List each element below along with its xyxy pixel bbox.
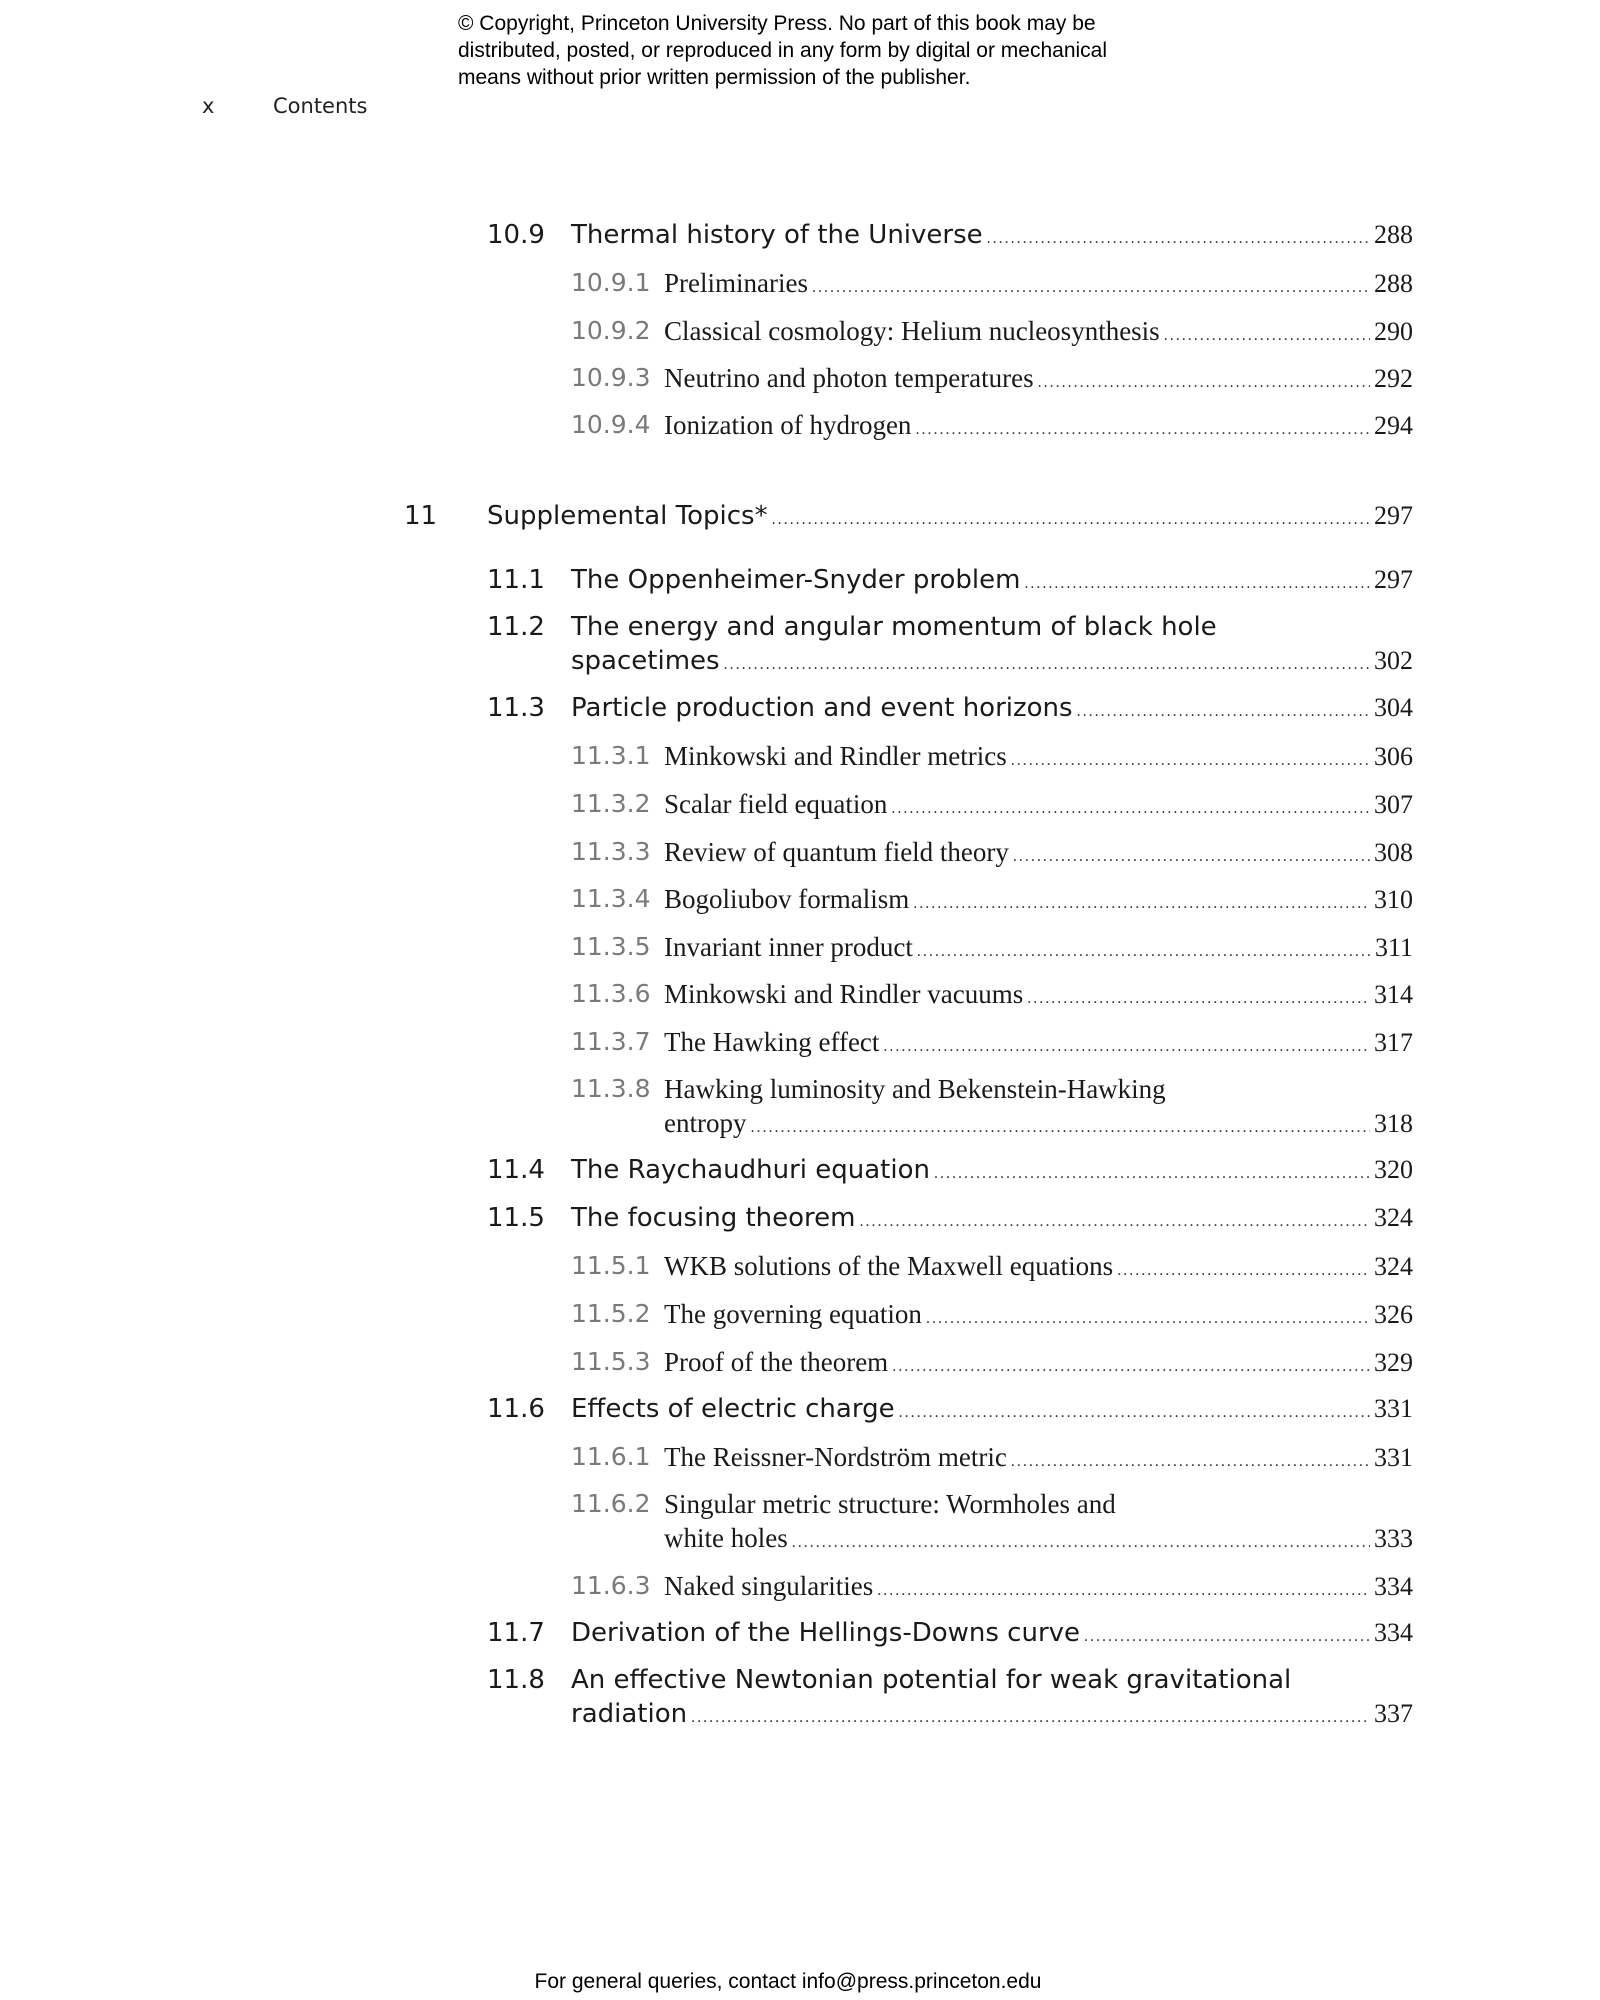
toc-entry-page: 331 bbox=[1374, 1443, 1413, 1472]
copyright-line: © Copyright, Princeton University Press. No part of this book may be bbox=[458, 12, 1096, 35]
copyright-notice bbox=[458, 10, 1218, 91]
dot-leader bbox=[987, 230, 1370, 248]
toc-entry-title-line: An effective Newtonian potential for weak gravitational bbox=[571, 1665, 1292, 1695]
toc-entry-page: 324 bbox=[1374, 1252, 1413, 1281]
toc-entry-title-line: The energy and angular momentum of black hole bbox=[571, 612, 1217, 642]
toc-entry-title-line: Hawking luminosity and Bekenstein-Hawking bbox=[664, 1074, 1166, 1104]
dot-leader bbox=[812, 279, 1370, 297]
toc-entry-number: 11.4 bbox=[487, 1155, 545, 1185]
toc-entry-page: 334 bbox=[1374, 1572, 1413, 1601]
toc-entry-page: 294 bbox=[1374, 411, 1413, 440]
dot-leader bbox=[724, 656, 1370, 674]
toc-entry-title: radiation bbox=[571, 1699, 688, 1729]
toc-entry-page: 311 bbox=[1374, 933, 1413, 962]
footer-contact: For general queries, contact info@press.princeton.edu bbox=[534, 1970, 1042, 1993]
toc-entry-number: 11.7 bbox=[487, 1618, 545, 1648]
toc-entry-title: Thermal history of the Universe bbox=[571, 220, 983, 250]
dot-leader bbox=[750, 1119, 1370, 1137]
toc-entry-title: Scalar field equation bbox=[664, 789, 888, 819]
toc-entry-title: The focusing theorem bbox=[571, 1203, 856, 1233]
page-number: x bbox=[202, 94, 215, 118]
dot-leader bbox=[877, 1582, 1370, 1600]
toc-entry-title: The Reissner-Nordström metric bbox=[664, 1442, 1007, 1472]
toc-entry-number: 10.9.1 bbox=[571, 268, 651, 297]
dot-leader bbox=[1084, 1628, 1370, 1646]
toc-entry-title: Particle production and event horizons bbox=[571, 693, 1073, 723]
toc-entry-number: 11.3.5 bbox=[571, 932, 651, 961]
dot-leader bbox=[1164, 327, 1370, 345]
toc-entry-title: Proof of the theorem bbox=[664, 1347, 889, 1377]
toc-entry-page: 288 bbox=[1374, 220, 1413, 249]
footer bbox=[0, 1970, 1600, 1994]
toc-entry-page: 326 bbox=[1374, 1300, 1413, 1329]
dot-leader bbox=[860, 1213, 1371, 1231]
toc-entry-page: 320 bbox=[1374, 1155, 1413, 1184]
dot-leader bbox=[892, 1358, 1370, 1376]
toc-entry-number: 11.3.7 bbox=[571, 1027, 651, 1056]
toc-entry-number: 11.6.3 bbox=[571, 1571, 651, 1600]
toc-entry-page: 314 bbox=[1374, 980, 1413, 1009]
dot-leader bbox=[792, 1534, 1370, 1552]
dot-leader bbox=[899, 1404, 1370, 1422]
dot-leader bbox=[691, 1709, 1370, 1727]
dot-leader bbox=[883, 1038, 1370, 1056]
toc-entry-number: 11.3 bbox=[487, 693, 545, 723]
toc-entry-title: Neutrino and photon temperatures bbox=[664, 363, 1034, 393]
toc-entry-number: 11.6 bbox=[487, 1394, 545, 1424]
toc-entry-page: 318 bbox=[1374, 1109, 1413, 1138]
toc-entry-title: white holes bbox=[664, 1523, 788, 1553]
toc-entry-title: Ionization of hydrogen bbox=[664, 410, 912, 440]
toc-entry-title: Minkowski and Rindler vacuums bbox=[664, 979, 1024, 1009]
toc-entry-page: 304 bbox=[1374, 693, 1413, 722]
toc-entry-number: 11.6.2 bbox=[571, 1489, 651, 1518]
dot-leader bbox=[926, 1310, 1370, 1328]
toc-entry-page: 290 bbox=[1374, 317, 1413, 346]
dot-leader bbox=[1013, 848, 1370, 866]
toc-entry-page: 317 bbox=[1374, 1028, 1413, 1057]
dot-leader bbox=[1038, 374, 1370, 392]
toc-entry-number: 11.6.1 bbox=[571, 1442, 651, 1471]
toc-entry-title: Naked singularities bbox=[664, 1571, 874, 1601]
toc-entry-page: 337 bbox=[1374, 1699, 1413, 1728]
toc-entry-title: The governing equation bbox=[664, 1299, 922, 1329]
toc-entry-title: The Oppenheimer-Snyder problem bbox=[571, 565, 1021, 595]
toc-entry-page: 297 bbox=[1374, 501, 1413, 530]
toc-entry-page: 307 bbox=[1374, 790, 1413, 819]
dot-leader bbox=[1011, 752, 1370, 770]
dot-leader bbox=[1077, 703, 1370, 721]
dot-leader bbox=[934, 1165, 1370, 1183]
toc-entry-page: 288 bbox=[1374, 269, 1413, 298]
toc-entry-number: 11.3.1 bbox=[571, 741, 651, 770]
toc-entry-title: The Raychaudhuri equation bbox=[571, 1155, 930, 1185]
toc-entry-number: 11.2 bbox=[487, 612, 545, 642]
toc-entry-page: 334 bbox=[1374, 1618, 1413, 1647]
dot-leader bbox=[1024, 575, 1370, 593]
toc-entry-page: 310 bbox=[1374, 885, 1413, 914]
toc-entry-number: 11.5 bbox=[487, 1203, 545, 1233]
dot-leader bbox=[915, 421, 1370, 439]
dot-leader bbox=[1011, 1453, 1370, 1471]
toc-entry-title: Bogoliubov formalism bbox=[664, 884, 910, 914]
toc-entry-title: Effects of electric charge bbox=[571, 1394, 895, 1424]
toc-entry-number: 11.3.6 bbox=[571, 979, 651, 1008]
toc-entry-page: 302 bbox=[1374, 646, 1413, 675]
toc-entry-number: 11.5.2 bbox=[571, 1299, 651, 1328]
toc-entry-number: 10.9 bbox=[487, 220, 545, 250]
toc-entry-number: 11.3.3 bbox=[571, 837, 651, 866]
toc-entry-number: 10.9.3 bbox=[571, 363, 651, 392]
toc-entry-title: Supplemental Topics* bbox=[487, 501, 768, 531]
toc-entry-number: 11 bbox=[404, 501, 438, 531]
toc-entry-number: 11.1 bbox=[487, 565, 545, 595]
toc-entry-title: Invariant inner product bbox=[664, 932, 913, 962]
toc-entry-number: 11.3.2 bbox=[571, 789, 651, 818]
copyright-line: means without prior written permission of the publisher. bbox=[458, 66, 971, 89]
dot-leader bbox=[917, 943, 1371, 961]
toc-entry-number: 11.5.3 bbox=[571, 1347, 651, 1376]
copyright-line: distributed, posted, or reproduced in any form by digital or mechanical bbox=[458, 39, 1108, 62]
toc-entry-title: The Hawking effect bbox=[664, 1027, 880, 1057]
toc-entry-title: Preliminaries bbox=[664, 268, 808, 298]
toc-entry-number: 11.3.8 bbox=[571, 1074, 651, 1103]
toc-entry-number: 11.3.4 bbox=[571, 884, 651, 913]
toc-entry-page: 292 bbox=[1374, 364, 1413, 393]
toc-entry-number: 10.9.4 bbox=[571, 410, 651, 439]
toc-entry-title: Derivation of the Hellings-Downs curve bbox=[571, 1618, 1081, 1648]
dot-leader bbox=[891, 800, 1370, 818]
toc-entry-title: Review of quantum field theory bbox=[664, 837, 1009, 867]
dot-leader bbox=[1117, 1262, 1370, 1280]
toc-entry-page: 306 bbox=[1374, 742, 1413, 771]
dot-leader bbox=[1027, 990, 1370, 1008]
toc-entry-page: 329 bbox=[1374, 1348, 1413, 1377]
toc-entry-title-line: Singular metric structure: Wormholes and bbox=[664, 1489, 1116, 1519]
toc-entry-page: 308 bbox=[1374, 838, 1413, 867]
toc-entry-number: 10.9.2 bbox=[571, 316, 651, 345]
toc-entry-title: spacetimes bbox=[571, 646, 720, 676]
running-title: Contents bbox=[273, 94, 368, 118]
dot-leader bbox=[772, 511, 1370, 529]
toc-entry-title: entropy bbox=[664, 1108, 747, 1138]
toc-entry-number: 11.8 bbox=[487, 1665, 545, 1695]
toc-entry-page: 333 bbox=[1374, 1524, 1413, 1553]
toc-entry-title: Classical cosmology: Helium nucleosynthesis bbox=[664, 316, 1160, 346]
toc-entry-number: 11.5.1 bbox=[571, 1251, 651, 1280]
dot-leader bbox=[913, 895, 1370, 913]
toc-entry-page: 331 bbox=[1374, 1394, 1413, 1423]
toc-entry-title: Minkowski and Rindler metrics bbox=[664, 741, 1007, 771]
toc-entry-page: 324 bbox=[1374, 1203, 1413, 1232]
toc-entry-page: 297 bbox=[1374, 565, 1413, 594]
toc-entry-title: WKB solutions of the Maxwell equations bbox=[664, 1251, 1114, 1281]
